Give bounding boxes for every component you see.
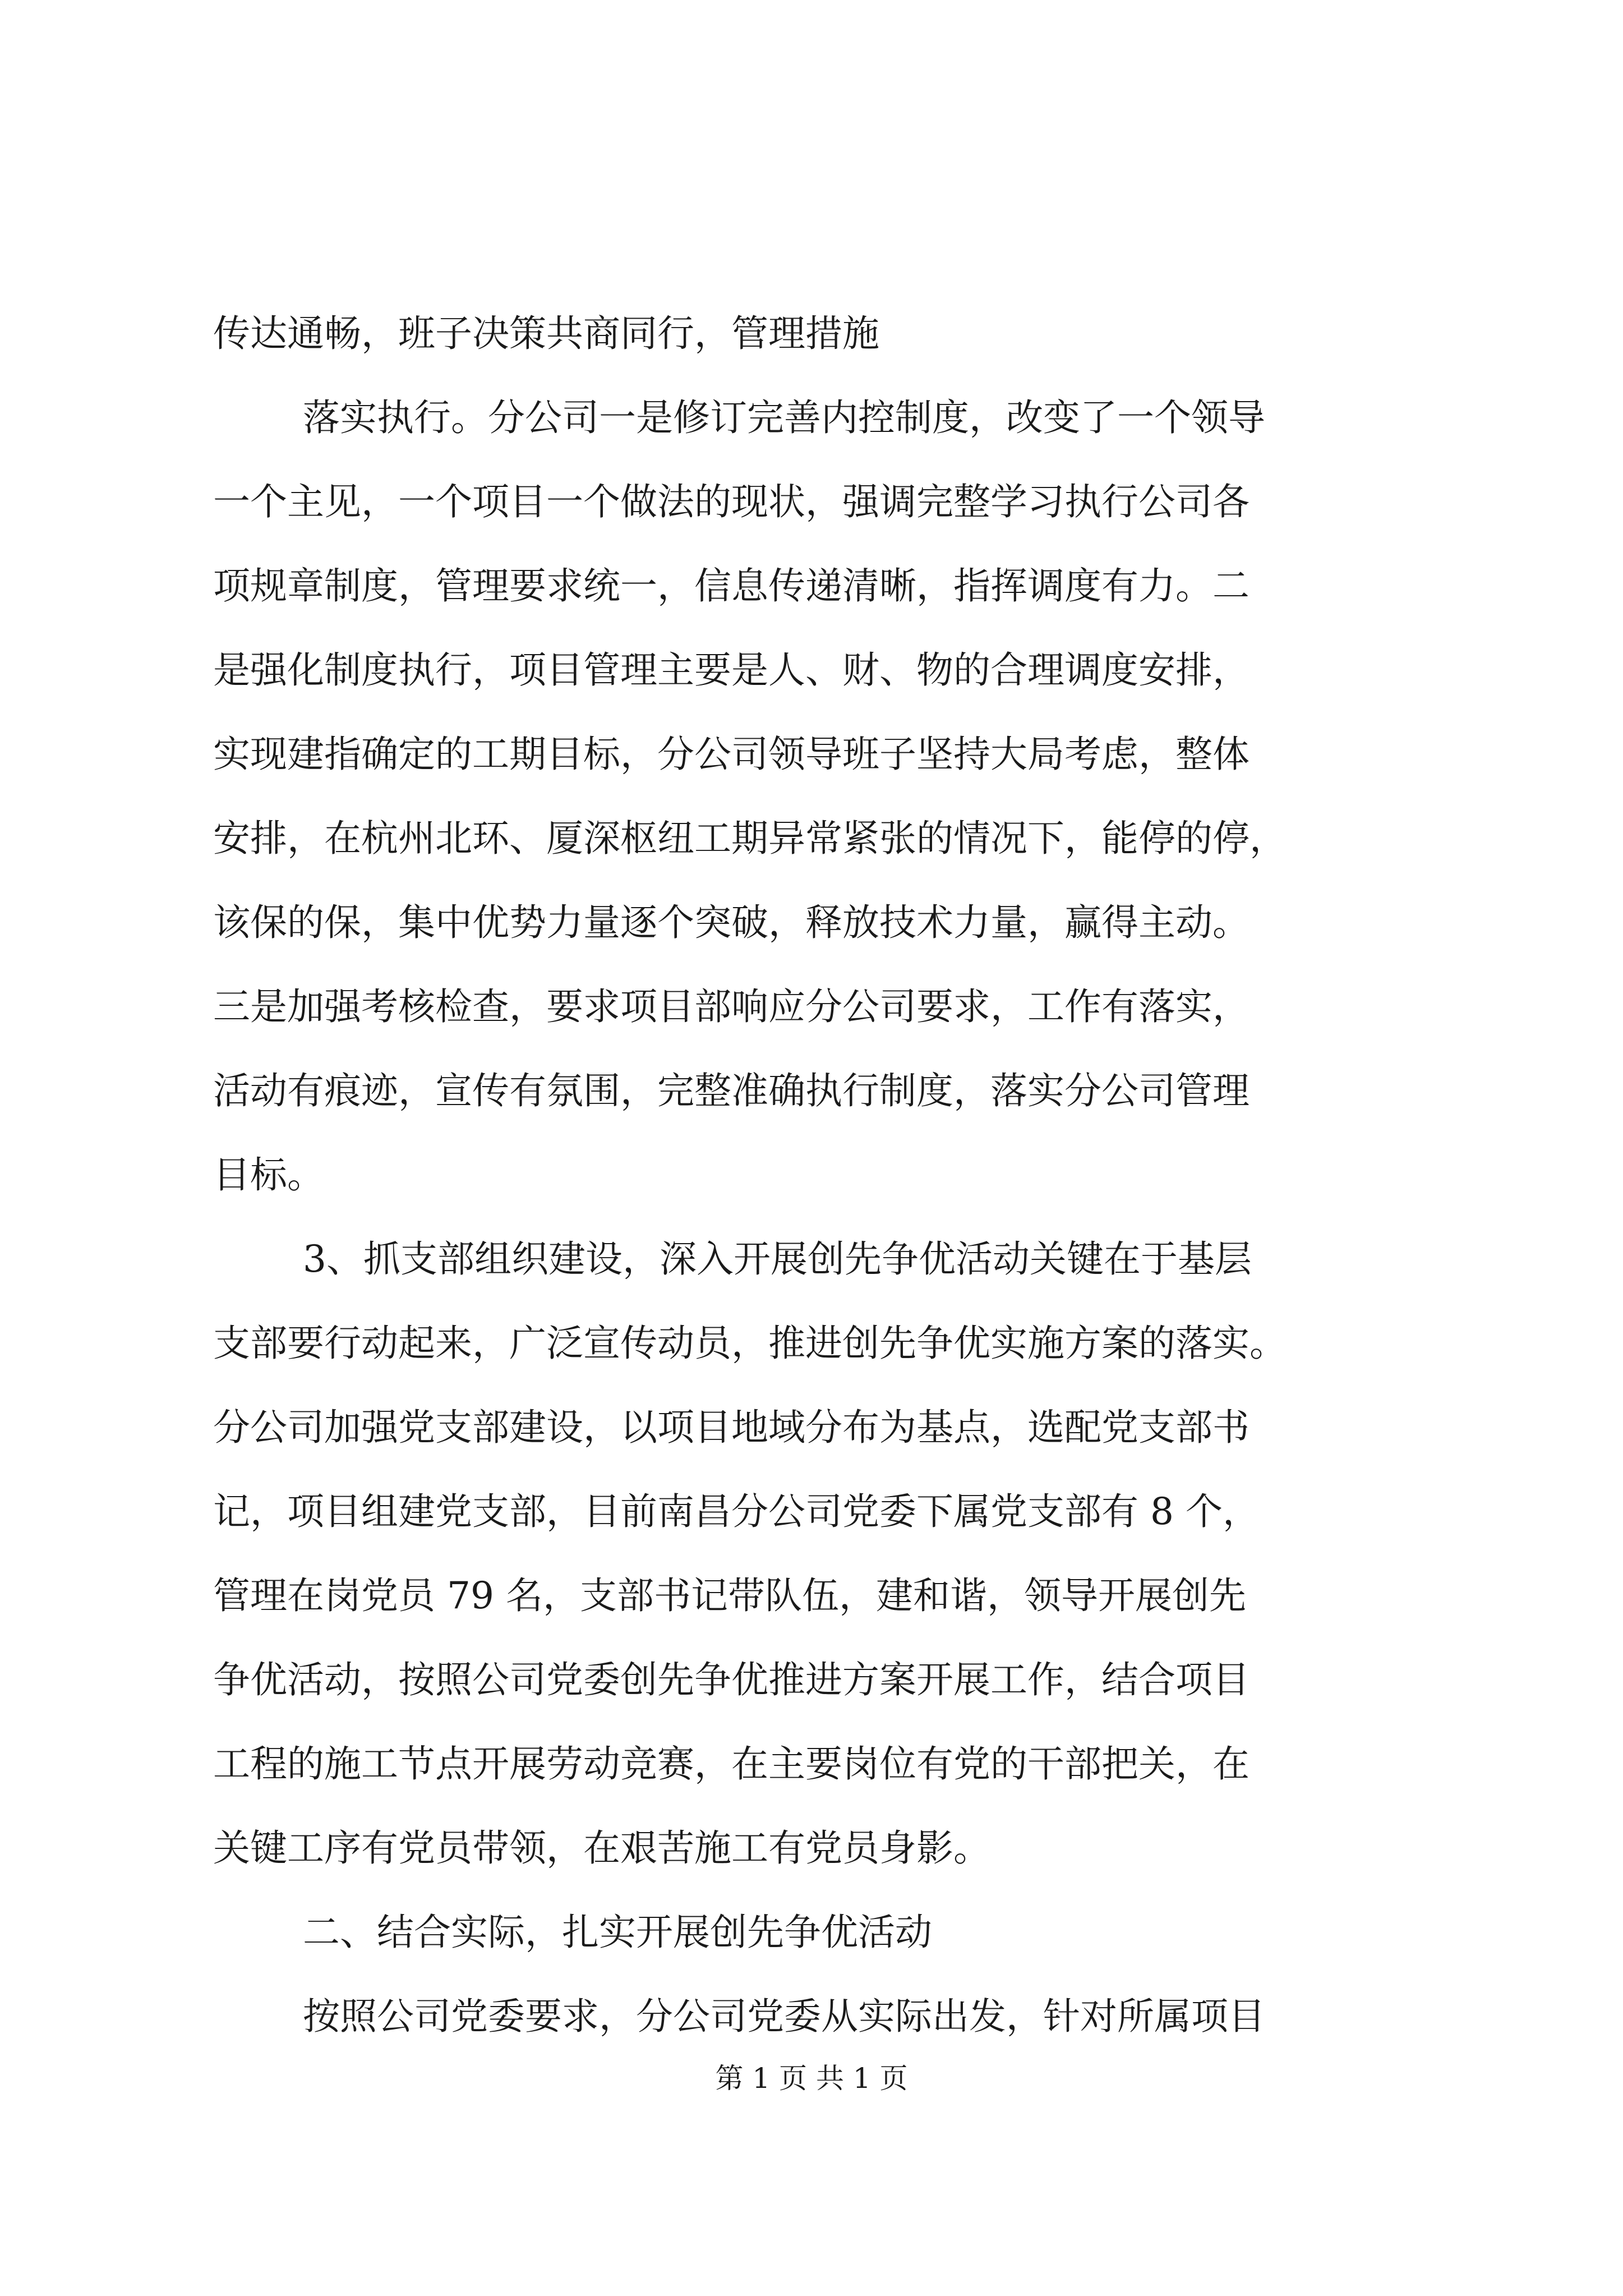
text-line-6: 实现建指确定的工期目标，分公司领导班子坚持大局考虑，整体: [213, 733, 1249, 776]
text-line-17: 争优活动，按照公司党委创先争优推进方案开展工作，结合项目: [213, 1658, 1249, 1701]
text-line-9: 三是加强考核检查，要求项目部响应分公司要求，工作有落实，: [213, 985, 1249, 1028]
text-line-15: 记，项目组建党支部，目前南昌分公司党委下属党支部有 8 个，: [213, 1490, 1260, 1533]
page-footer: 第 1 页 共 1 页: [715, 2062, 908, 2095]
text-line-7: 安排，在杭州北环、厦深枢纽工期异常紧张的情况下，能停的停，: [213, 817, 1287, 860]
text-line-8: 该保的保，集中优势力量逐个突破，释放技术力量，赢得主动。: [213, 901, 1249, 944]
text-line-5: 是强化制度执行，项目管理主要是人、财、物的合理调度安排，: [213, 648, 1249, 692]
text-line-19: 关键工序有党员带领，在艰苦施工有党员身影。: [213, 1826, 990, 1870]
text-line-2: 落实执行。分公司一是修订完善内控制度，改变了一个领导: [303, 396, 1265, 439]
text-line-3: 一个主见，一个项目一个做法的现状，强调完整学习执行公司各: [213, 480, 1249, 523]
text-line-10: 活动有痕迹，宣传有氛围，完整准确执行制度，落实分公司管理: [213, 1069, 1249, 1112]
text-line-12: 3、抓支部组织建设，深入开展创先争优活动关键在于基层: [303, 1237, 1252, 1281]
text-line-11: 目标。: [213, 1153, 324, 1197]
text-line-14: 分公司加强党支部建设，以项目地域分布为基点，选配党支部书: [213, 1406, 1249, 1449]
text-line-16: 管理在岗党员 79 名，支部书记带队伍，建和谐，领导开展创先: [213, 1574, 1246, 1617]
text-line-18: 工程的施工节点开展劳动竞赛，在主要岗位有党的干部把关，在: [213, 1742, 1249, 1786]
text-line-13: 支部要行动起来，广泛宣传动员，推进创先争优实施方案的落实。: [213, 1322, 1287, 1365]
section-heading: 二、结合实际，扎实开展创先争优活动: [303, 1911, 932, 1954]
text-line-1: 传达通畅，班子决策共商同行，管理措施: [213, 312, 879, 355]
text-line-21: 按照公司党委要求，分公司党委从实际出发，针对所属项目: [303, 1995, 1265, 2038]
text-line-4: 项规章制度，管理要求统一，信息传递清晰，指挥调度有力。二: [213, 564, 1249, 608]
